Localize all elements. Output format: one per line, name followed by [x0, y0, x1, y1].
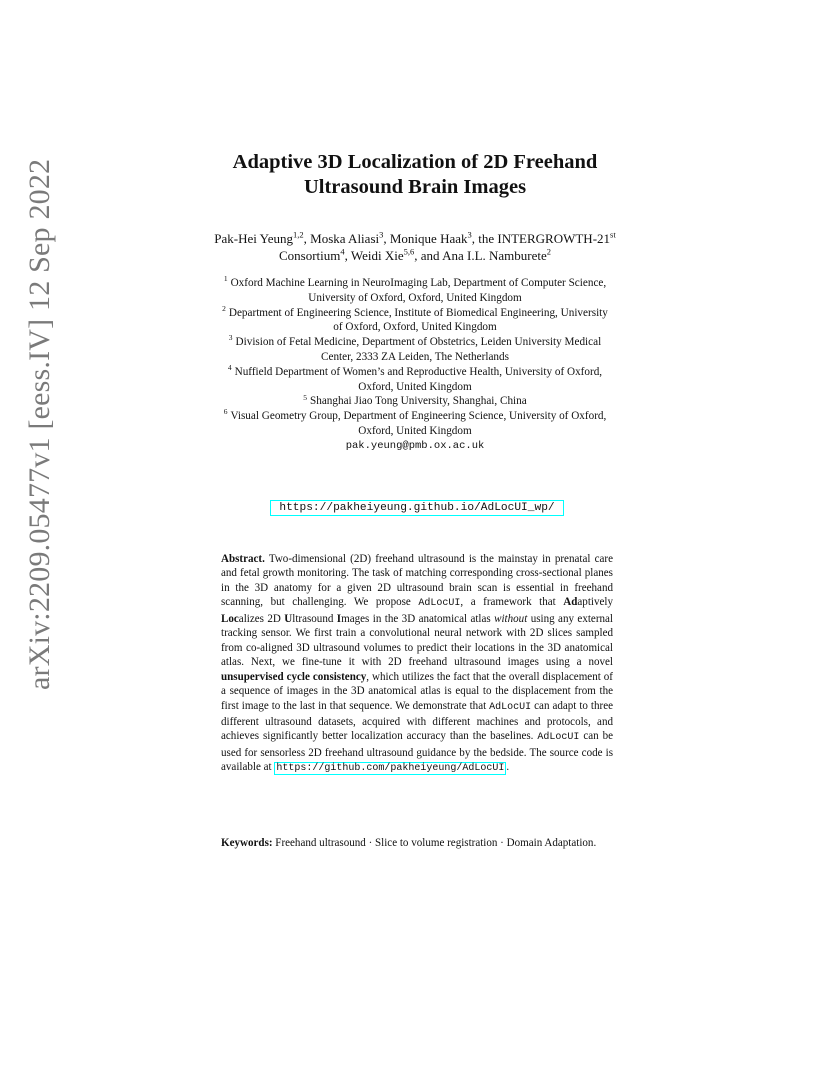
acronym-letters: U: [284, 612, 293, 625]
author-name: , Weidi Xie: [344, 248, 404, 263]
affiliation-4-cont: Oxford, United Kingdom: [358, 380, 472, 393]
abstract-text: alizes 2D: [238, 612, 285, 625]
author-name: Pak-Hei Yeung: [214, 231, 294, 246]
keywords-label: Keywords:: [221, 837, 273, 849]
keywords: [221, 836, 613, 850]
author-list: [160, 230, 670, 264]
affiliation-number: 3: [228, 333, 233, 343]
author-name: Consortium: [278, 248, 341, 263]
project-page-link[interactable]: https://pakheiyeung.github.io/AdLocUI_wp/: [270, 500, 564, 516]
affiliation-text: Nuffield Department of Women’s and Reproductive Health, University of Oxford,: [234, 365, 603, 378]
keywords-text: Freehand ultrasound · Slice to volume registration · Domain Adaptation.: [272, 837, 597, 849]
acronym-letters: I: [336, 612, 342, 625]
affiliation-6-cont: Oxford, United Kingdom: [358, 424, 472, 437]
author-affil-mark: st: [610, 229, 616, 240]
acronym-letters: Ad: [563, 596, 578, 609]
affiliation-number: 4: [227, 363, 232, 373]
author-affil-mark: 2: [546, 246, 552, 257]
abstract-text: using any external tracking sensor. We first train a convolutional neural network with 2D slices sampled from co-aligned 3D ultrasound volumes to predict their locations in the 3D anatomical atlas. Next, we fine-tune it with 2D freehand ultrasound images using a novel: [221, 612, 613, 669]
acronym-letters: Loc: [221, 612, 239, 625]
abstract-text: , which utilizes the fact that the overall displacement of a sequence of images in the 3D anatomical atlas is equal to the displacement from the first image to the last in that sequence. We demonstrate that: [221, 670, 613, 712]
affiliation-number: 2: [222, 303, 226, 313]
abstract: [221, 552, 613, 777]
affiliation-5: [175, 394, 655, 409]
abstract-text: .: [506, 761, 510, 774]
affiliation-text: Oxford Machine Learning in NeuroImaging Lab, Department of Computer Science,: [230, 277, 607, 289]
abstract-text: , a framework that: [460, 596, 564, 609]
author-name: , the INTERGROWTH-21: [471, 231, 611, 246]
affiliation-3: [175, 335, 655, 350]
author-line-2: [160, 247, 670, 264]
affiliation-2: [175, 303, 655, 321]
abstract-text: can adapt to three different ultrasound datasets, acquired with different machines and protocols, and achieves significantly better localization accuracy than the baselines.: [221, 699, 613, 743]
affiliation-2-cont: of Oxford, Oxford, United Kingdom: [333, 321, 497, 334]
author-affil-mark: 3: [379, 229, 384, 240]
author-name: , and Ana I.L. Namburete: [414, 248, 547, 263]
affiliation-number: 6: [223, 407, 228, 417]
contact-email: pak.yeung@pmb.ox.ac.uk: [345, 439, 485, 452]
affiliation-6: [175, 409, 655, 424]
affiliation-4: [175, 365, 655, 380]
affiliation-text: Division of Fetal Medicine, Department of Obstetrics, Leiden University Medical: [235, 336, 602, 349]
author-affil-mark: 5,6: [403, 246, 415, 257]
author-name: , Moska Aliasi: [303, 231, 380, 246]
author-affil-mark: 4: [340, 246, 345, 257]
affiliation-number: 1: [223, 274, 228, 284]
affiliation-1: [175, 276, 655, 291]
method-name: AdLocUI: [537, 732, 580, 744]
affiliation-text: Visual Geometry Group, Department of Engineering Science, University of Oxford,: [230, 410, 607, 423]
abstract-text: mages in the 3D anatomical atlas: [341, 612, 495, 625]
affiliation-3-cont: Center, 2333 ZA Leiden, The Netherlands: [321, 350, 509, 363]
method-name: AdLocUI: [489, 701, 532, 713]
author-affil-mark: 3: [467, 229, 472, 240]
method-name: AdLocUI: [418, 598, 461, 610]
title-line-2: Ultrasound Brain Images: [303, 176, 527, 198]
affiliations: [175, 276, 655, 454]
author-name: , Monique Haak: [383, 231, 468, 246]
affiliation-number: 5: [303, 392, 307, 402]
affiliation-text: Shanghai Jiao Tong University, Shanghai, China: [310, 395, 527, 408]
paper-title: [160, 150, 670, 200]
affiliation-text: Department of Engineering Science, Institute of Biomedical Engineering, University: [228, 306, 608, 319]
affiliation-1-cont: University of Oxford, Oxford, United Kingdom: [308, 291, 522, 304]
abstract-text: Two-dimensional (2D) freehand ultrasound is the mainstay in prenatal care and fetal growth monitoring. The task of matching corresponding cross-sectional planes in the 3D anatomy for a given 2D ultrasound brain scan is essential in freehand scanning, but challenging. We propose: [221, 553, 613, 609]
emphasis: without: [494, 612, 528, 625]
abstract-text: aptively: [577, 596, 613, 609]
abstract-label: Abstract.: [221, 553, 265, 565]
author-line-1: [160, 230, 670, 247]
title-line-1: Adaptive 3D Localization of 2D Freehand: [232, 151, 598, 173]
abstract-text: can be used for sensorless 2D freehand ultrasound guidance by the bedside. The source code is available at: [221, 730, 614, 774]
arxiv-identifier-stamp: arXiv:2209.05477v1 [eess.IV] 12 Sep 2022: [23, 158, 56, 690]
abstract-text: ltrasound: [292, 612, 337, 625]
key-term: unsupervised cycle consistency: [221, 670, 367, 683]
source-code-link[interactable]: https://github.com/pakheiyeung/AdLocUI: [276, 763, 505, 775]
author-affil-mark: 1,2: [293, 229, 304, 240]
